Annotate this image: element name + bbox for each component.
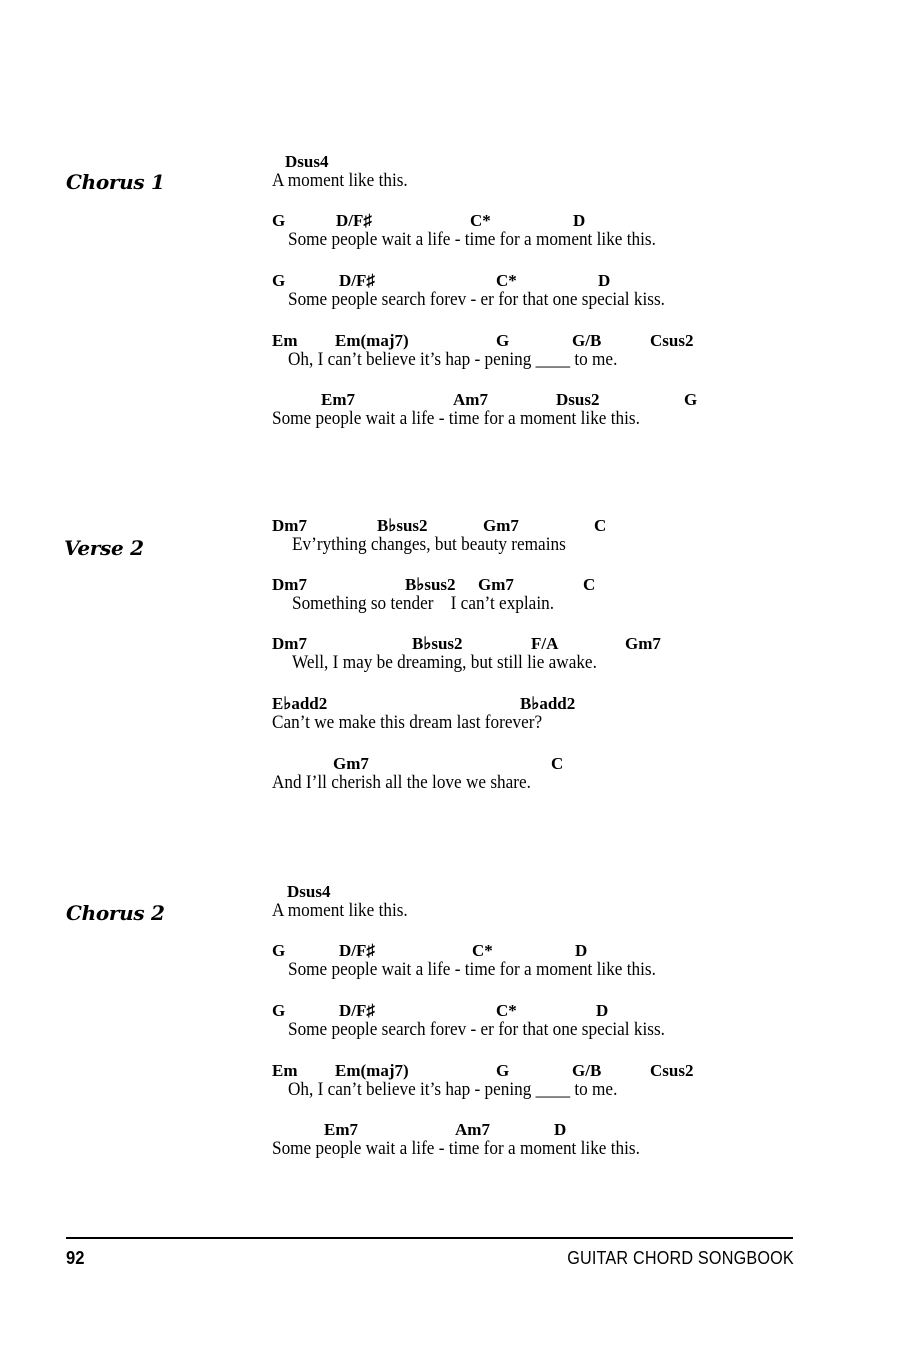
chord: D bbox=[575, 941, 588, 960]
song-line bbox=[272, 211, 832, 261]
lyric: Something so tender I can’t explain. bbox=[292, 594, 554, 614]
chord: Em bbox=[272, 1061, 298, 1080]
chord: Em(maj7) bbox=[335, 331, 409, 350]
chord: Dm7 bbox=[272, 516, 307, 535]
page-number: 92 bbox=[66, 1248, 85, 1268]
chord: Gm7 bbox=[625, 634, 661, 653]
chord: Dm7 bbox=[272, 634, 307, 653]
chord: G bbox=[496, 331, 510, 350]
song-line bbox=[272, 390, 832, 440]
song-line bbox=[272, 634, 832, 684]
lyric: Some people wait a life - time for a moment like this. bbox=[272, 1139, 640, 1159]
chord: D/F♯ bbox=[339, 271, 375, 290]
chord: G bbox=[272, 271, 286, 290]
chord: C bbox=[583, 575, 596, 594]
chord: D/F♯ bbox=[339, 1001, 375, 1020]
song-line bbox=[272, 271, 832, 321]
section-label: Chorus 2 bbox=[66, 901, 165, 925]
lyric: Some people wait a life - time for a moment like this. bbox=[288, 960, 656, 980]
chord: F/A bbox=[531, 634, 559, 653]
lyric: A moment like this. bbox=[272, 901, 408, 921]
song-line bbox=[272, 882, 832, 932]
chord: Em7 bbox=[321, 390, 355, 409]
song-line bbox=[272, 754, 832, 804]
song-line bbox=[272, 694, 832, 744]
chord: Em7 bbox=[324, 1120, 358, 1139]
chord: Dsus4 bbox=[287, 882, 331, 901]
chord: C* bbox=[470, 211, 491, 230]
chord: B♭sus2 bbox=[412, 634, 463, 653]
chord: C* bbox=[496, 1001, 517, 1020]
chord: B♭sus2 bbox=[377, 516, 428, 535]
song-line bbox=[272, 575, 832, 625]
chord: Em(maj7) bbox=[335, 1061, 409, 1080]
chord: D/F♯ bbox=[336, 211, 372, 230]
chord: Am7 bbox=[453, 390, 488, 409]
song-line bbox=[272, 941, 832, 991]
lyric: Well, I may be dreaming, but still lie awake. bbox=[292, 653, 597, 673]
chord: D bbox=[596, 1001, 609, 1020]
chord: C bbox=[594, 516, 607, 535]
section-label: Chorus 1 bbox=[66, 170, 165, 194]
chord: Gm7 bbox=[333, 754, 369, 773]
lyric: And I’ll cherish all the love we share. bbox=[272, 773, 531, 793]
chord: Gm7 bbox=[483, 516, 519, 535]
chord: B♭add2 bbox=[520, 694, 576, 713]
chord: C* bbox=[496, 271, 517, 290]
chord: C bbox=[551, 754, 564, 773]
chord: D/F♯ bbox=[339, 941, 375, 960]
chord: G bbox=[272, 941, 286, 960]
song-line bbox=[272, 516, 832, 566]
song-line bbox=[272, 1120, 832, 1170]
lyric: Some people search forev - er for that one special kiss. bbox=[288, 290, 665, 310]
chord: Csus2 bbox=[650, 1061, 694, 1080]
chord: G/B bbox=[572, 1061, 602, 1080]
chord: Em bbox=[272, 331, 298, 350]
chord: C* bbox=[472, 941, 493, 960]
chord: Dm7 bbox=[272, 575, 307, 594]
lyric: Oh, I can’t believe it’s hap - pening ____ to me. bbox=[288, 1080, 618, 1100]
chord: B♭sus2 bbox=[405, 575, 456, 594]
chord: D bbox=[573, 211, 586, 230]
chord: Am7 bbox=[455, 1120, 490, 1139]
lyric: Can’t we make this dream last forever? bbox=[272, 713, 543, 733]
chord: Gm7 bbox=[478, 575, 514, 594]
song-line bbox=[272, 331, 832, 381]
chord: Dsus4 bbox=[285, 152, 329, 171]
chord: D bbox=[598, 271, 611, 290]
lyric: Some people wait a life - time for a moment like this. bbox=[272, 409, 640, 429]
section-label: Verse 2 bbox=[64, 536, 144, 560]
chord: G bbox=[496, 1061, 510, 1080]
lyric: Some people wait a life - time for a moment like this. bbox=[288, 230, 656, 250]
chord: G bbox=[272, 211, 286, 230]
chord: D bbox=[554, 1120, 567, 1139]
song-line bbox=[272, 152, 832, 202]
song-line bbox=[272, 1061, 832, 1111]
lyric: Oh, I can’t believe it’s hap - pening ____ to me. bbox=[288, 350, 618, 370]
lyric: A moment like this. bbox=[272, 171, 408, 191]
chord: G bbox=[272, 1001, 286, 1020]
book-title: GUITAR CHORD SONGBOOK bbox=[567, 1248, 794, 1268]
chord: Csus2 bbox=[650, 331, 694, 350]
footer-divider bbox=[66, 1237, 793, 1239]
chord: G/B bbox=[572, 331, 602, 350]
chord: Dsus2 bbox=[556, 390, 600, 409]
lyric: Some people search forev - er for that one special kiss. bbox=[288, 1020, 665, 1040]
lyric: Ev’rything changes, but beauty remains bbox=[292, 535, 566, 555]
chord: G bbox=[684, 390, 698, 409]
chord: E♭add2 bbox=[272, 694, 328, 713]
song-line bbox=[272, 1001, 832, 1051]
